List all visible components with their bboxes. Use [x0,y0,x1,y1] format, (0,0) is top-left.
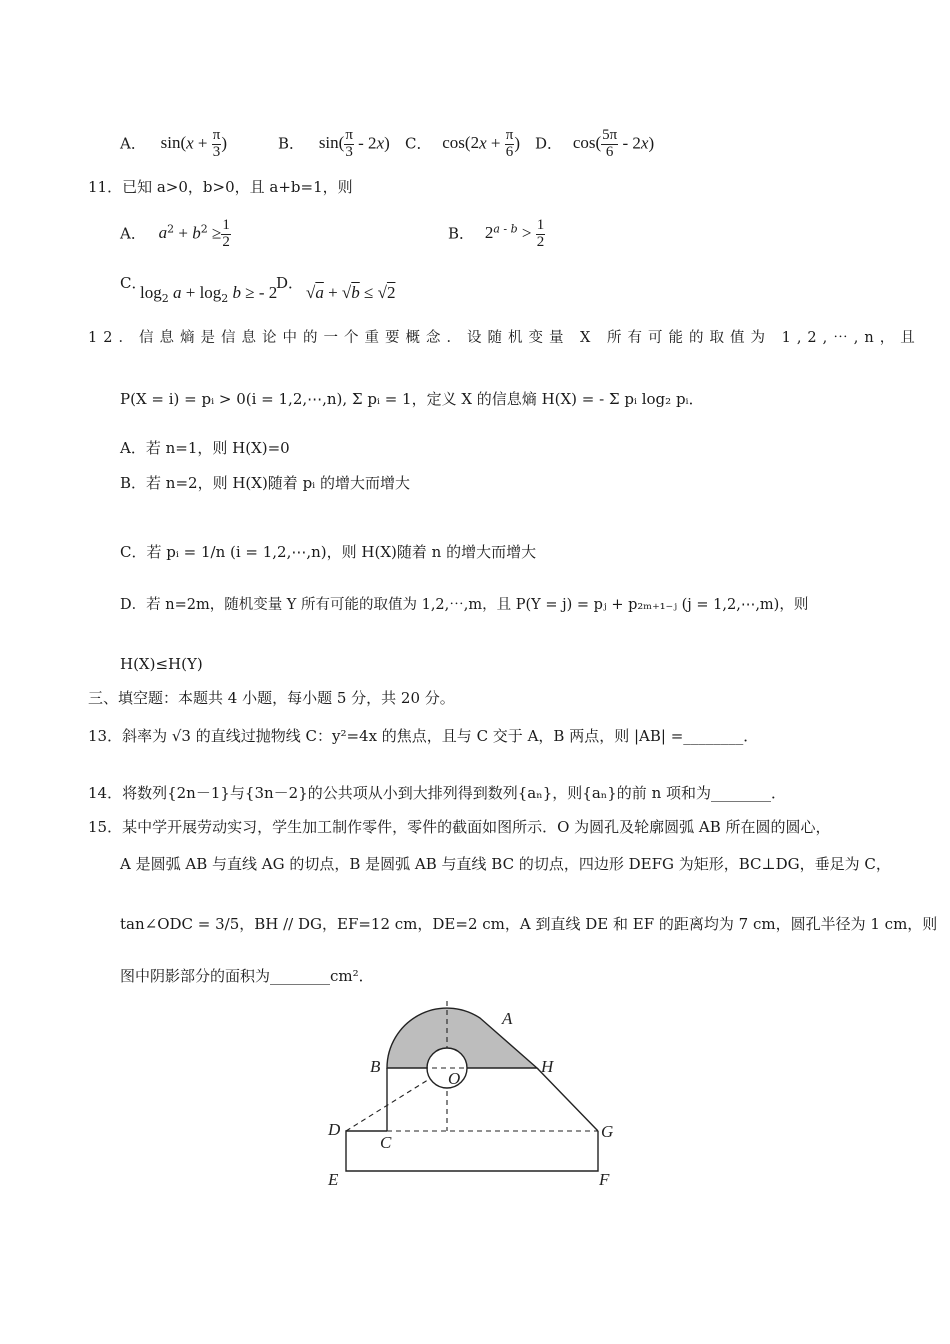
q10-option-c: C． cos(2x + $\frac{\pi}{6}$ ) [405,127,520,160]
q11-stem: 11．已知 a>0，b>0，且 a+b=1，则 [88,178,353,196]
q12-option-b: B．若 n=2，则 H(X)随着 pᵢ 的增大而增大 [120,474,410,492]
q12-option-c: C．若 pᵢ = 1/n (i = 1,2,⋯,n)，则 H(X)随着 n 的增大而增大 [120,543,537,561]
section-heading: 三、填空题：本题共 4 小题，每小题 5 分，共 20 分。 [88,689,455,707]
q11-option-d: D． [276,274,304,292]
q15-line1: 15．某中学开展劳动实习，学生加工制作零件，零件的截面如图所示．O 为圆孔及轮廓圆弧 AB 所在圆的圆心， [88,818,831,836]
label-d: D [328,1120,341,1139]
label-b: B [370,1057,381,1076]
q11-option-a: A． $a^2 + b^2$ ≥ $\frac{1}{2}$ [120,217,230,250]
label-c: C [380,1133,392,1152]
q11-option-c: C． [120,274,147,292]
q12-stem: 12．信息熵是信息论中的一个重要概念．设随机变量 X 所有可能的取值为 1,2,⋯,n，且 [88,330,921,346]
label-h: H [541,1057,554,1076]
q14: 14．将数列{2n－1}与{3n－2}的公共项从小到大排列得到数列{aₙ}，则{aₙ}的前 n 项和为________． [88,784,786,802]
q11-option-c-expr: $\log_2 a + \log_2 b$ ≥ - 2 [140,283,278,305]
label-o: O [448,1069,461,1088]
q10-option-d: D． cos( $\frac{5\pi}{6}$ - 2x) [535,127,655,160]
q15-line2: A 是圆弧 AB 与直线 AG 的切点，B 是圆弧 AB 与直线 BC 的切点，四边形 DEFG 为矩形，BC⊥DG，垂足为 C， [120,855,891,873]
label-a: A [502,1009,513,1028]
q12-option-d-end: H(X)≤H(Y) [120,655,203,673]
q12-condition: P(X = i) = pᵢ > 0(i = 1,2,⋯,n), Σ pᵢ = 1，定义 X 的信息熵 H(X) = - Σ pᵢ log₂ pᵢ． [120,390,704,408]
q10-option-a: A． sin(x + $\frac{\pi}{3}$ ) [120,127,228,160]
label-f: F [599,1170,610,1189]
q15-line4: 图中阴影部分的面积为________cm²． [120,967,374,985]
q10-option-b: B． sin( $\frac{\pi}{3}$ - 2x) [278,127,390,160]
q11-option-d-expr: √a + √b ≤ √2 [306,283,396,302]
q13: 13．斜率为 √3 的直线过抛物线 C：y²=4x 的焦点，且与 C 交于 A，B 两点，则 |AB| =________． [88,727,759,745]
label-g: G [601,1122,614,1141]
label-e: E [328,1170,339,1189]
q12-option-a: A．若 n=1，则 H(X)=0 [120,439,290,457]
part-section-figure [320,995,630,1195]
q12-option-d: D．若 n=2m，随机变量 Y 所有可能的取值为 1,2,⋯,m，且 P(Y = j) = pⱼ + p₂ₘ₊₁₋ⱼ (j = 1,2,⋯,m)，则 [120,597,809,613]
q11-option-b: B． $2^{a - b}$ > $\frac{1}{2}$ [448,217,545,250]
q15-line3: tan∠ODC = 3/5，BH // DG，EF=12 cm，DE=2 cm，A 到直线 DE 和 EF 的距离均为 7 cm，圆孔半径为 1 cm，则 [120,915,938,933]
